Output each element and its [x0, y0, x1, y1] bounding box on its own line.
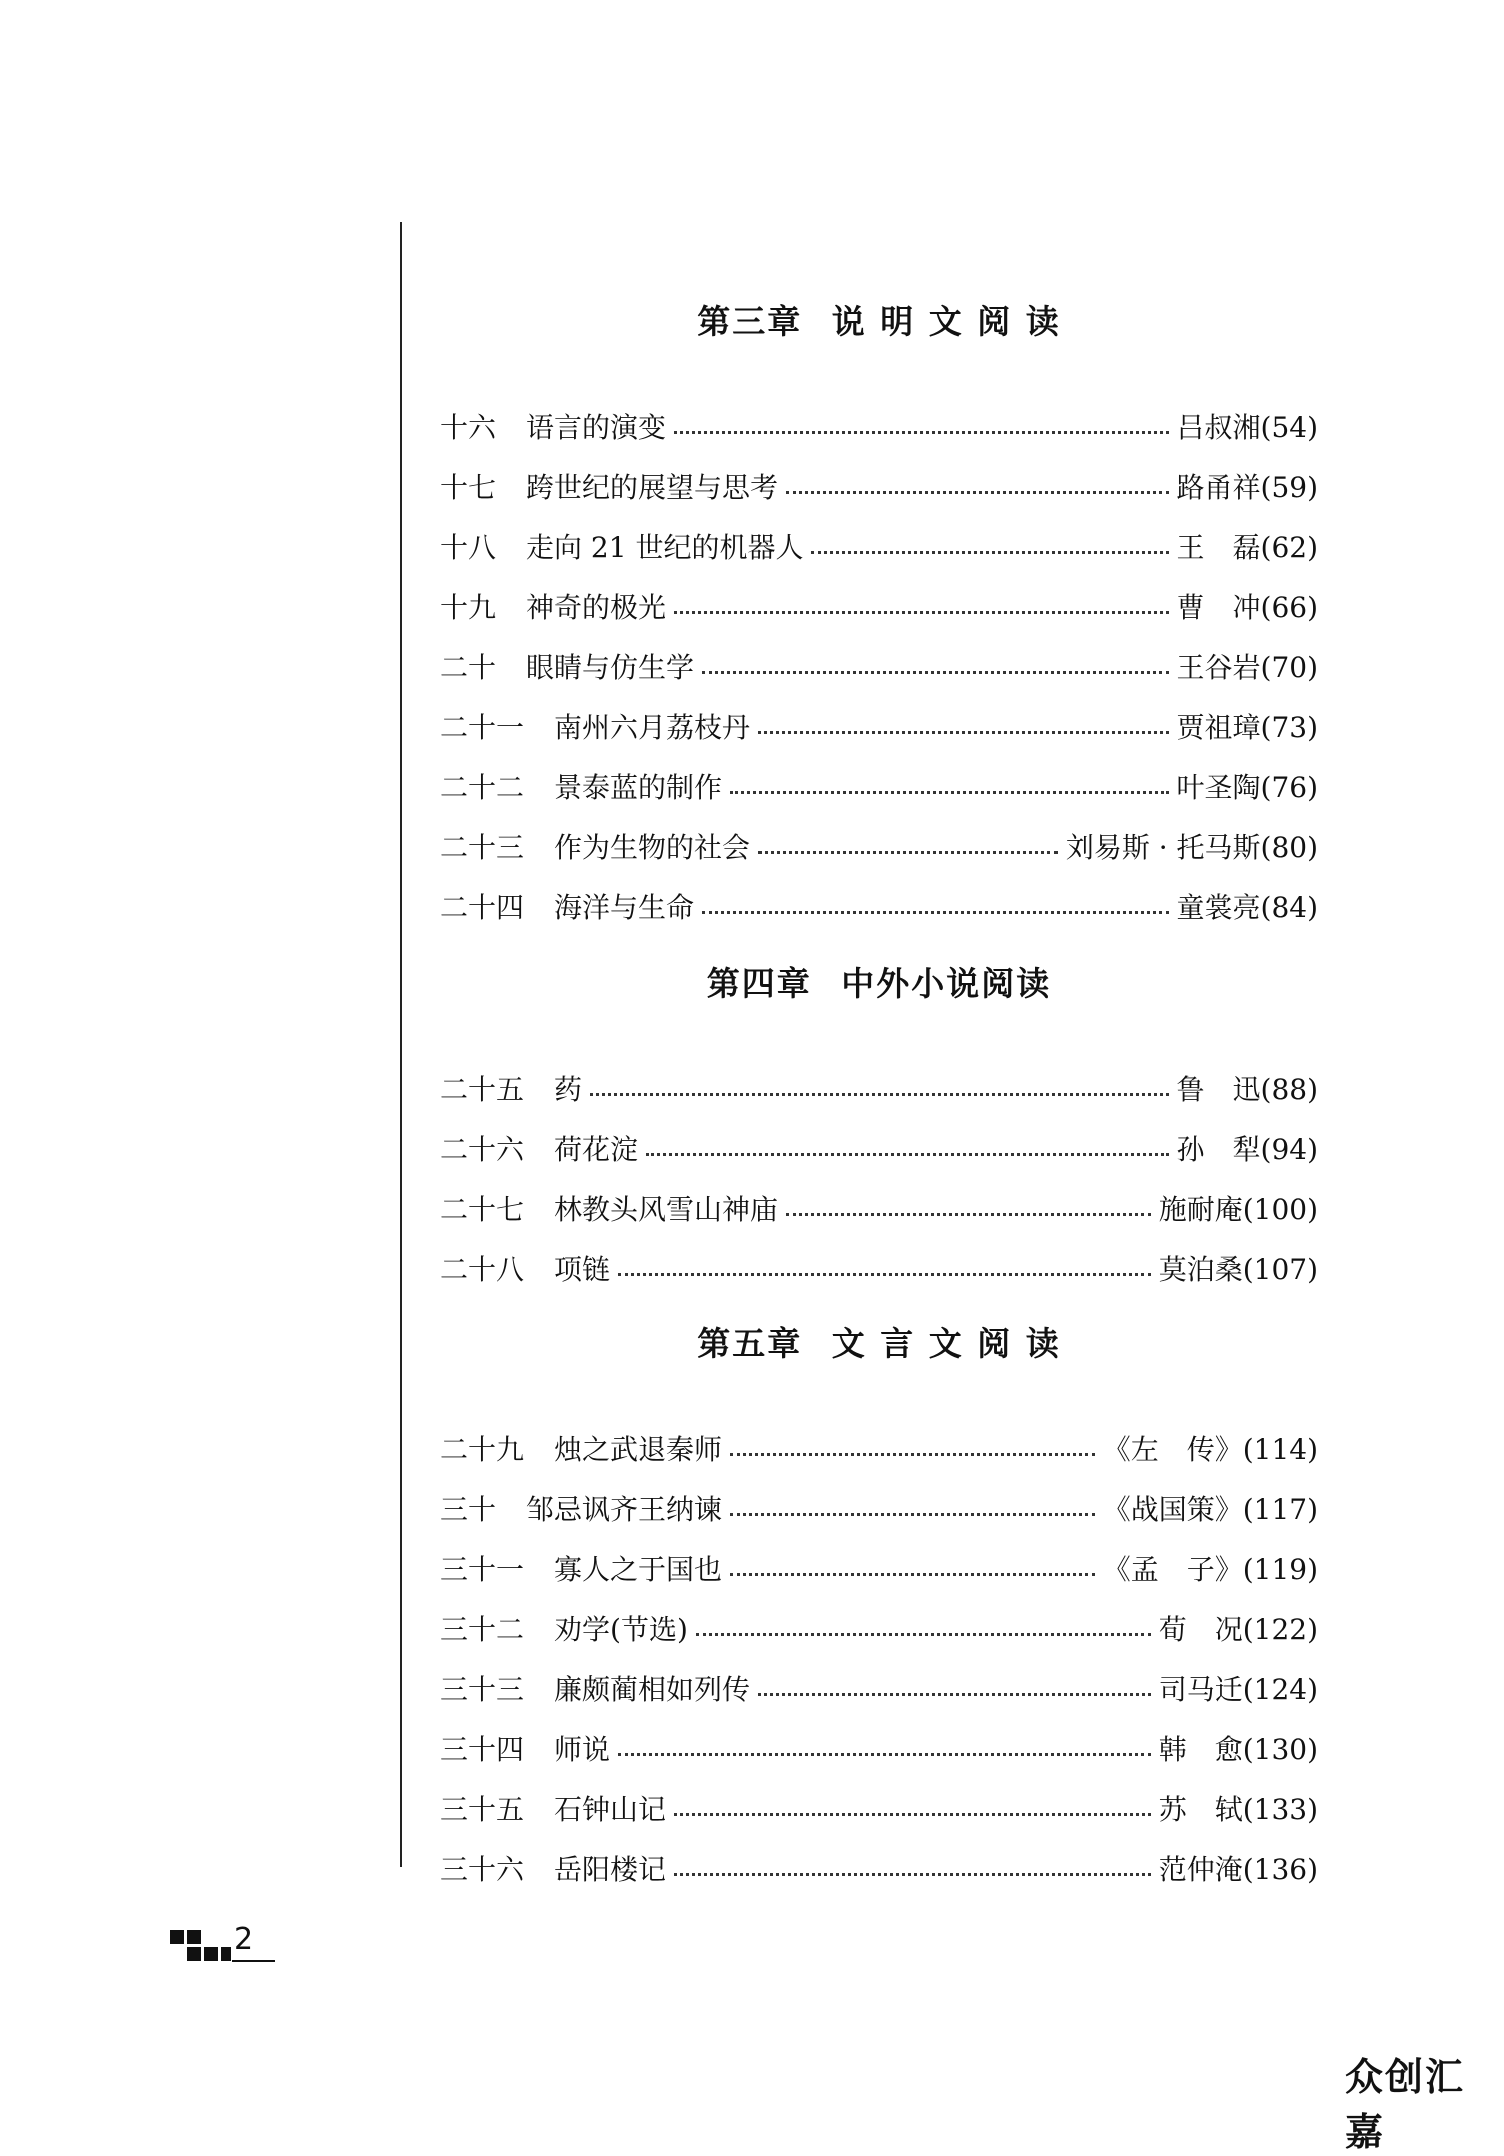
toc-entry [440, 1058, 1318, 1118]
footer-line [232, 1960, 275, 1962]
entry-number: 三十三 [440, 1673, 525, 1706]
entry-number: 三十 [440, 1493, 497, 1526]
entry-author-page: 苏 轼(133) [1158, 1793, 1318, 1826]
entry-number: 十六 [440, 411, 497, 444]
footer-square [221, 1947, 231, 1961]
chapter-name: 文 言 文 阅 读 [831, 1324, 1061, 1363]
entry-number: 三十一 [440, 1553, 525, 1586]
entry-author-page: 童裳亮(84) [1176, 891, 1318, 924]
entry-title: 石钟山记 [554, 1793, 667, 1826]
entry-title: 海洋与生命 [554, 891, 695, 924]
toc-entry [440, 1598, 1318, 1658]
dot-leader [758, 1692, 1151, 1696]
toc-entry [440, 1118, 1318, 1178]
dot-leader [730, 1512, 1095, 1516]
entry-title: 药 [554, 1073, 583, 1106]
entry-author-page: 莫泊桑(107) [1158, 1253, 1318, 1286]
chapter-section-3 [440, 292, 1318, 936]
toc-entry [440, 1238, 1318, 1298]
entry-author-page: 韩 愈(130) [1158, 1733, 1318, 1766]
chapter-name: 中外小说阅读 [841, 964, 1052, 1003]
entry-title: 邹忌讽齐王纳谏 [526, 1493, 723, 1526]
entry-author-page: 《孟 子》(119) [1102, 1553, 1318, 1586]
toc-entry [440, 1658, 1318, 1718]
dot-leader [696, 1632, 1151, 1636]
entry-author-page: 鲁 迅(88) [1176, 1073, 1318, 1106]
entry-number: 二十二 [440, 771, 525, 804]
chapter-title [440, 292, 1318, 352]
toc-entry [440, 696, 1318, 756]
entry-author-page: 刘易斯 · 托马斯(80) [1065, 831, 1318, 864]
entry-title: 景泰蓝的制作 [554, 771, 723, 804]
chapter-name: 说 明 文 阅 读 [831, 302, 1061, 341]
entry-author-page: 吕叔湘(54) [1176, 411, 1318, 444]
toc-entry [440, 636, 1318, 696]
page-number: 2 [234, 1922, 254, 1957]
entry-number: 二十三 [440, 831, 525, 864]
dot-leader [730, 1452, 1095, 1456]
chapter-label: 第五章 [697, 1324, 803, 1363]
dot-leader [786, 490, 1168, 494]
entry-number: 二十五 [440, 1073, 525, 1106]
toc-entry [440, 396, 1318, 456]
page-footer [170, 1922, 275, 1964]
entry-author-page: 《战国策》(117) [1102, 1493, 1318, 1526]
entry-title: 跨世纪的展望与思考 [526, 471, 779, 504]
footer-square [187, 1947, 201, 1961]
entry-number: 三十二 [440, 1613, 525, 1646]
toc-entry [440, 1418, 1318, 1478]
dot-leader [786, 1212, 1151, 1216]
entry-author-page: 施耐庵(100) [1158, 1193, 1318, 1226]
entry-author-page: 司马迁(124) [1158, 1673, 1318, 1706]
entry-title: 南州六月荔枝丹 [554, 711, 751, 744]
chapter-section-5 [440, 1314, 1318, 1898]
entry-title: 林教头风雪山神庙 [554, 1193, 779, 1226]
chapter-section-4 [440, 954, 1318, 1298]
margin-rule [400, 222, 402, 1867]
dot-leader [590, 1092, 1168, 1096]
entry-author-page: 王 磊(62) [1176, 531, 1318, 564]
entry-title: 走向 21 世纪的机器人 [526, 531, 804, 564]
dot-leader [758, 730, 1168, 734]
entry-number: 三十六 [440, 1853, 525, 1886]
dot-leader [702, 670, 1168, 674]
entry-number: 二十六 [440, 1133, 525, 1166]
dot-leader [730, 1572, 1095, 1576]
entry-title: 神奇的极光 [526, 591, 667, 624]
toc-entry [440, 816, 1318, 876]
dot-leader [674, 1812, 1151, 1816]
dot-leader [674, 610, 1168, 614]
toc-entry [440, 1538, 1318, 1598]
entry-number: 十八 [440, 531, 497, 564]
toc-entry [440, 1478, 1318, 1538]
dot-leader [758, 850, 1058, 854]
entry-number: 二十四 [440, 891, 525, 924]
dot-leader [702, 910, 1168, 914]
dot-leader [646, 1152, 1168, 1156]
entry-title: 作为生物的社会 [554, 831, 751, 864]
toc-entry [440, 1838, 1318, 1898]
entry-title: 廉颇蔺相如列传 [554, 1673, 751, 1706]
entry-number: 三十五 [440, 1793, 525, 1826]
dot-leader [730, 790, 1168, 794]
entry-author-page: 孙 犁(94) [1176, 1133, 1318, 1166]
watermark: 众创汇嘉 [1345, 2055, 1466, 2154]
entry-number: 二十一 [440, 711, 525, 744]
entry-title: 劝学(节选) [554, 1613, 688, 1646]
dot-leader [618, 1272, 1151, 1276]
entry-author-page: 《左 传》(114) [1102, 1433, 1318, 1466]
entry-author-page: 范仲淹(136) [1158, 1853, 1318, 1886]
entry-number: 二十九 [440, 1433, 525, 1466]
entry-author-page: 荀 况(122) [1158, 1613, 1318, 1646]
toc-entry [440, 516, 1318, 576]
chapter-label: 第四章 [706, 964, 812, 1003]
dot-leader [618, 1752, 1151, 1756]
entry-number: 二十八 [440, 1253, 525, 1286]
entry-author-page: 王谷岩(70) [1176, 651, 1318, 684]
entry-author-page: 叶圣陶(76) [1176, 771, 1318, 804]
entry-title: 师说 [554, 1733, 611, 1766]
chapter-title [440, 1314, 1318, 1374]
entry-author-page: 贾祖璋(73) [1176, 711, 1318, 744]
entry-title: 项链 [554, 1253, 611, 1286]
entry-number: 二十七 [440, 1193, 525, 1226]
chapter-title [440, 954, 1318, 1014]
footer-square [170, 1930, 184, 1944]
entry-title: 烛之武退秦师 [554, 1433, 723, 1466]
toc-entry [440, 1178, 1318, 1238]
entry-title: 荷花淀 [554, 1133, 639, 1166]
footer-square [204, 1947, 218, 1961]
entry-number: 二十 [440, 651, 497, 684]
toc-entry [440, 456, 1318, 516]
entry-title: 岳阳楼记 [554, 1853, 667, 1886]
entry-author-page: 曹 冲(66) [1176, 591, 1318, 624]
entry-number: 十九 [440, 591, 497, 624]
entry-title: 寡人之于国也 [554, 1553, 723, 1586]
footer-square [187, 1930, 201, 1944]
entry-author-page: 路甬祥(59) [1176, 471, 1318, 504]
toc-entry [440, 756, 1318, 816]
entry-number: 十七 [440, 471, 497, 504]
entry-number: 三十四 [440, 1733, 525, 1766]
entry-title: 眼睛与仿生学 [526, 651, 695, 684]
toc-entry [440, 1718, 1318, 1778]
toc-entry [440, 876, 1318, 936]
dot-leader [674, 430, 1168, 434]
chapter-label: 第三章 [697, 302, 803, 341]
toc-entry [440, 576, 1318, 636]
entry-title: 语言的演变 [526, 411, 667, 444]
dot-leader [674, 1872, 1151, 1876]
dot-leader [811, 550, 1168, 554]
toc-entry [440, 1778, 1318, 1838]
